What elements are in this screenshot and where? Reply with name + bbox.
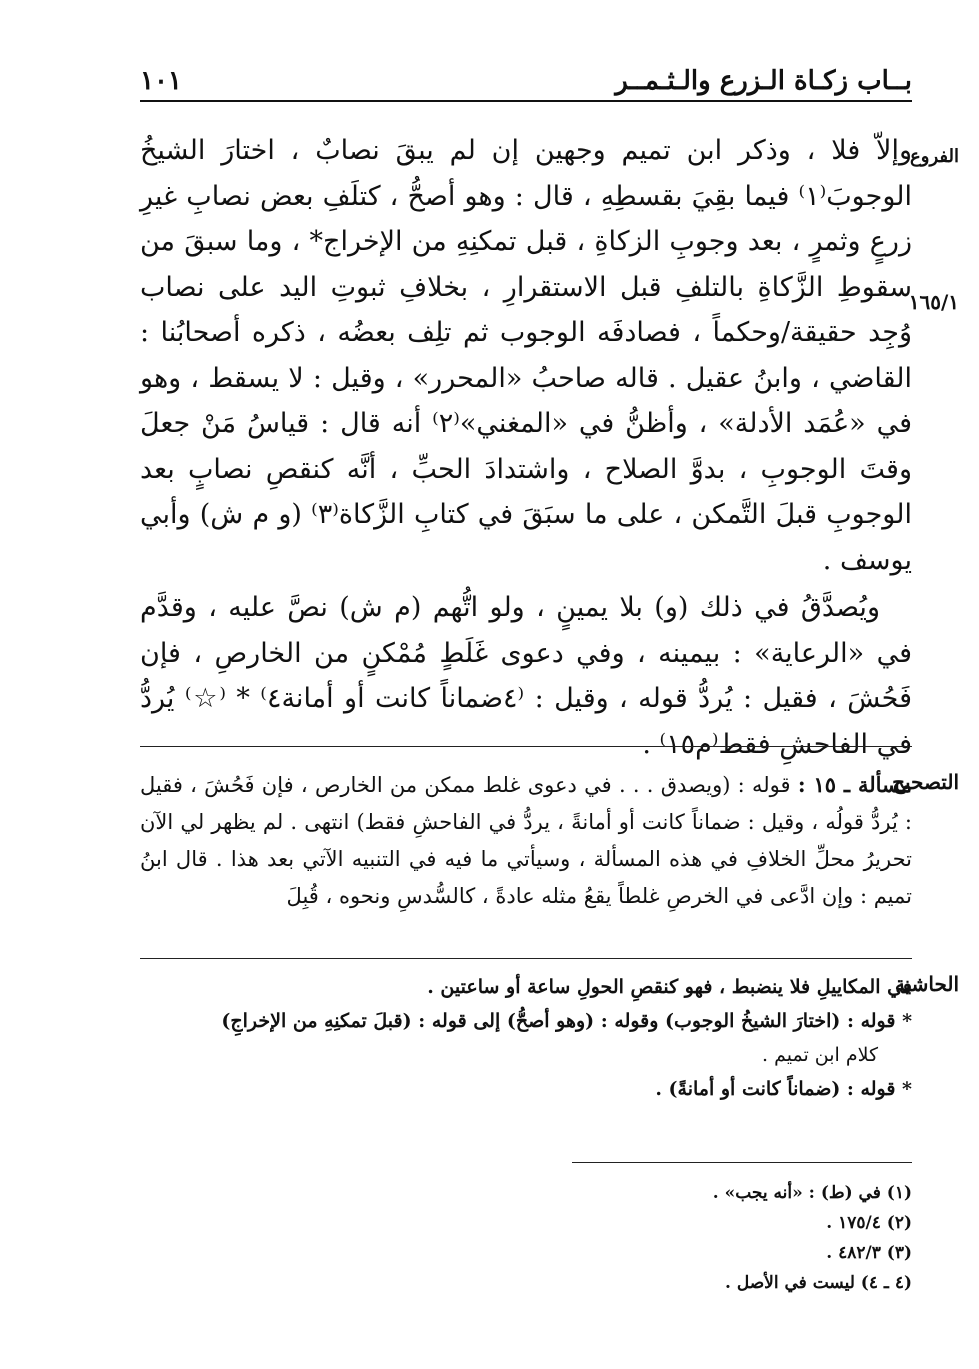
footnotes: [140, 1178, 912, 1298]
hashiya-note-1-continuation: كلام ابن تميم .: [762, 1044, 878, 1066]
hashiya-note-2: * قوله : (ضماناً كانت أو أمانةً) .: [655, 1078, 912, 1100]
footnote-item: (٣) ٤٨٢/٣ .: [826, 1243, 912, 1263]
page-header: [140, 66, 912, 102]
tashih-section: [140, 766, 912, 915]
footnote-divider: [572, 1162, 912, 1163]
tashih-heading: مسألة ـ ١٥ :: [797, 772, 912, 797]
footnote-item: (٢) ١٧٥/٤ .: [826, 1213, 912, 1233]
tashih-paragraph: [140, 766, 912, 915]
margin-page-reference: ١٦٥/١: [908, 290, 959, 314]
hashiya-section: [140, 970, 912, 1106]
page-number: ١٠١: [140, 66, 182, 96]
tashih-text: قوله : (ويصدق . . . في دعوى غلط ممكن من الخارص ، فإن فَحُشَ ، فقيل : يُردُّ قولُه ، وقيل : ضماناً كانت أو أمانةً ، يردُّ في الفاحشِ فقط) انتهى . لم يظهر لي الآن تحريرُ محلِّ الخلافِ في هذه المسألة ، وسيأتي ما فيه في التنبيه الآتي بعد هذا . قال ابنُ تميم : وإن ادَّعى في الخرصِ غلطاً يقعُ مثله عادةً ، كالسُّدسِ ونحوه ، قُبِلَ: [140, 773, 912, 908]
margin-label-tashih: التصحيح: [892, 770, 959, 794]
footnote-item: (١) في (ط) : «أنه يجب» .: [712, 1183, 912, 1203]
margin-label-hashiya: الحاشية: [894, 972, 959, 996]
main-paragraph-2: ويُصدَّقُ في ذلك (و) بلا يمينٍ ، ولو اتُّهم (م ش) نصَّ عليه ، وقدَّم في «الرعاية» : بيمينه ، وفي دعوى غَلَطٍ مُمْكنٍ من الخارصِ ، فإن فَحُشَ ، فقيل : يُردُّ قوله ، وقيل : ⁽٤ضماناً كانت أو أمانة٤⁾ * ⁽☆⁾ يُردُّ في الفاحشِ فقط⁽م١٥⁾ .: [140, 592, 912, 760]
section-divider: [140, 746, 912, 747]
hashiya-divider: [140, 958, 912, 959]
main-text: [140, 128, 912, 767]
hashiya-note-1: * قوله : (اختارَ الشيخُ الوجوب) وقوله : (وهو أصحُّ) إلى قوله : (قبلَ تمكنِهِ من الإخراجِ): [221, 1010, 912, 1032]
main-paragraph-1: وإلاّ فلا ، وذكر ابن تميم وجهين إن لم يبقَ نصابٌ ، اختارَ الشيخُ الوجوبَ⁽١⁾ فيما بقِيَ بقسطِهِ ، قال : وهو أصحُّ ، كتلَفِ بعض نصابِ غيرِ زرعٍ وثمرٍ ، بعد وجوبِ الزكاةِ ، قبل تمكنِهِ من الإخراج* ، وما سبقَ من سقوطِ الزَّكاةِ بالتلفِ قبل الاستقرارِ ، بخلافِ ثبوتِ اليد على نصاب وُجِد حقيقة/وحكماً ، فصادفَه الوجوب ثم تلِف بعضُه ، ذكره أصحابُنا : القاضي ، وابنُ عقيل . قاله صاحبُ «المحرر» ، وقيل : لا يسقط ، وهو في «عُمَد الأدلة» ، وأظنُّ في «المغني»⁽٢⁾ أنه قال : قياسُ مَنْ جعلَ وقتَ الوجوبِ ، بدوَّ الصلاح ، واشتدادَ الحبِّ ، أنَّه كنقصِ نصابٍ بعد الوجوبِ قبلَ التَّمكن ، على ما سبَقَ في كتابِ الزَّكاة⁽٣⁾ (و م ش) وأبي يوسف .: [140, 135, 913, 576]
chapter-title: بــاب زكـاة الـزرع والـثـمــر: [615, 66, 912, 96]
margin-label-furu: الفروع: [910, 146, 959, 167]
hashiya-line-1: في المكاييلِ فلا ينضبط ، فهو كنقصِ الحولِ ساعة أو ساعتين .: [427, 976, 912, 998]
footnote-item: (٤ ـ ٤) ليست في الأصل .: [725, 1273, 912, 1293]
